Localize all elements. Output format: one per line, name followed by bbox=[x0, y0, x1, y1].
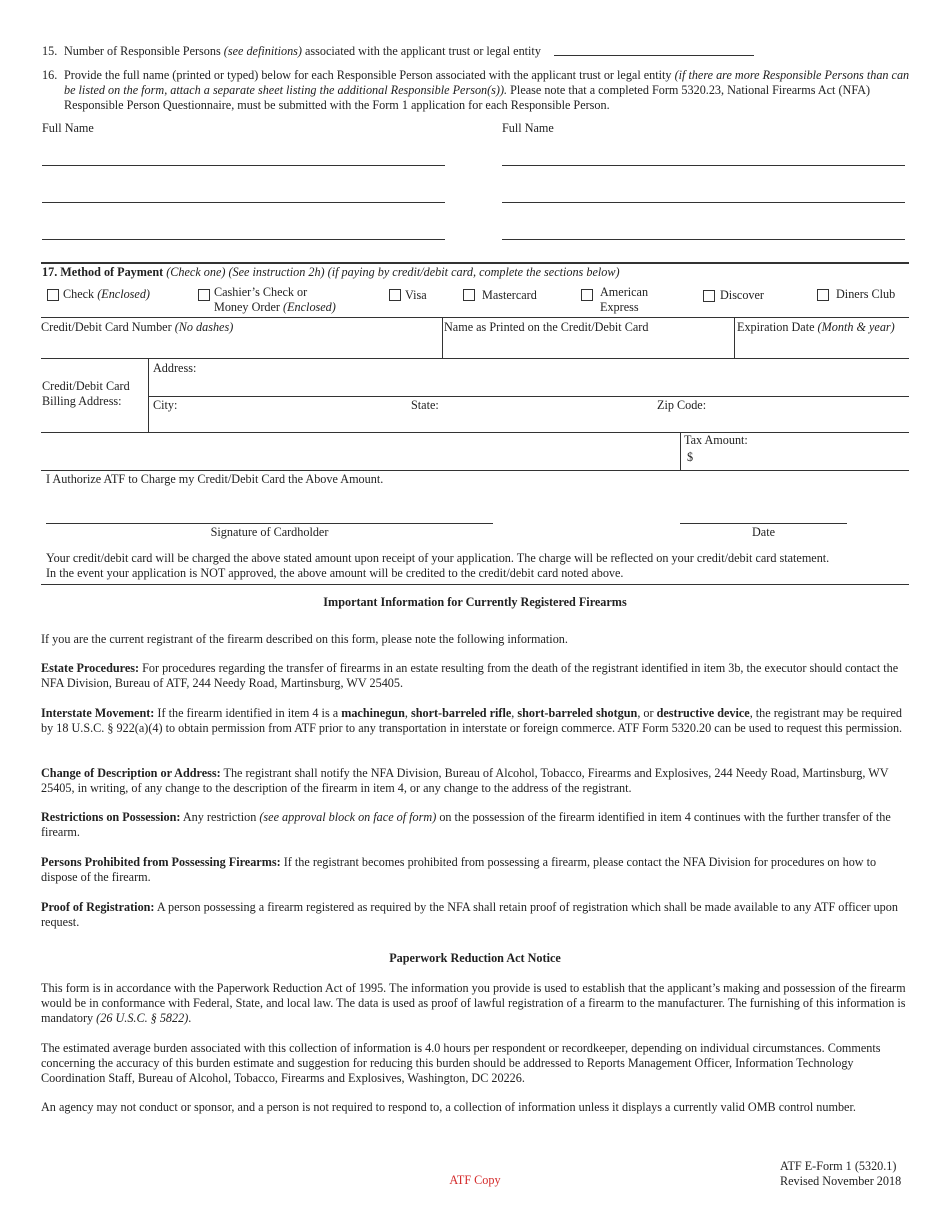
paperwork-heading: Paperwork Reduction Act Notice bbox=[389, 951, 561, 965]
payment-heading: 17. Method of Payment (Check one) (See instruction 2h) (if paying by credit/debit card, complete the sections below) bbox=[42, 265, 620, 279]
address-field[interactable] bbox=[148, 396, 909, 397]
item16-text: Provide the full name (printed or typed) below for each Responsible Person associated with the applicant trust or legal entity (if there are more Responsible Persons than can be listed on the form, attach a separate sheet listing the additional Responsible Person(s)). Please note that a completed Form 5320.23, National Firearms Act (NFA) Responsible Person Questionnaire, must be submitted with the Form 1 application for each Responsible Person. bbox=[64, 68, 910, 112]
full-name-label-right: Full Name bbox=[502, 121, 554, 135]
copy-label: ATF Copy bbox=[449, 1173, 501, 1187]
item15-text: Number of Responsible Persons (see definitions) associated with the applicant trust or legal entity bbox=[64, 44, 541, 58]
persons-prohibited-paragraph: Persons Prohibited from Possessing Firearms: If the registrant becomes prohibited from possessing a firearm, please contact the NFA Division for procedures on how to dispose of the firearm. bbox=[41, 855, 877, 884]
tax-amount-label: Tax Amount: bbox=[684, 433, 748, 447]
state-label: State: bbox=[411, 398, 439, 412]
full-name-field-right-1[interactable] bbox=[502, 165, 905, 166]
full-name-field-right-2[interactable] bbox=[502, 202, 905, 203]
american-express-checkbox[interactable] bbox=[581, 289, 593, 301]
expiration-date-label: Expiration Date (Month & year) bbox=[737, 320, 895, 334]
billing-address-label: Credit/Debit Card Billing Address: bbox=[42, 379, 130, 408]
important-intro: If you are the current registrant of the firearm described on this form, please note the following information. bbox=[41, 632, 568, 646]
change-of-address-paragraph: Change of Description or Address: The registrant shall notify the NFA Division, Bureau of Alcohol, Tobacco, Firearms and Explosives, 244 Needy Road, Martinsburg, WV 25405, in writing, of any change to the description of the firearm in item 4, or any change to the address of the registrant. bbox=[41, 766, 889, 795]
check-checkbox[interactable] bbox=[47, 289, 59, 301]
american-express-option-label: American Express bbox=[600, 285, 649, 314]
full-name-field-left-1[interactable] bbox=[42, 165, 445, 166]
paperwork-paragraph-3: An agency may not conduct or sponsor, and a person is not required to respond to, a collection of information unless it displays a currently valid OMB control number. bbox=[41, 1100, 856, 1114]
discover-checkbox[interactable] bbox=[703, 290, 715, 302]
card-number-label: Credit/Debit Card Number (No dashes) bbox=[41, 320, 234, 334]
section-divider-2 bbox=[41, 584, 909, 585]
interstate-movement-paragraph: Interstate Movement: If the firearm identified in item 4 is a machinegun, short-barreled rifle, short-barreled shotgun, or destructive device, the registrant may be required by 18 U.S.C. § 922(a)(4) to obtain permission from ATF prior to any transportation in interstate or foreign commerce. ATF Form 5320.20 can be used to request this permission. bbox=[41, 706, 903, 735]
discover-option-label: Discover bbox=[720, 288, 764, 302]
cashiers-check-checkbox[interactable] bbox=[198, 289, 210, 301]
restrictions-paragraph: Restrictions on Possession: Any restriction (see approval block on face of form) on the possession of the firearm identified in item 4 continues with the further transfer of the firearm. bbox=[41, 810, 891, 839]
visa-option-label: Visa bbox=[405, 288, 427, 302]
address-label: Address: bbox=[153, 361, 197, 375]
item16-number: 16. bbox=[42, 68, 58, 82]
paperwork-paragraph-1: This form is in accordance with the Paperwork Reduction Act of 1995. The information you provide is used to establish that the applicant’s making and possession of the firearm would be in conformance with Federal, State, and local law. The data is used as proof of lawful registration of a firearm to the manufacturer. The furnishing of this information is mandatory (26 U.S.C. § 5822). bbox=[41, 981, 906, 1025]
city-label: City: bbox=[153, 398, 178, 412]
visa-checkbox[interactable] bbox=[389, 289, 401, 301]
card-row-top-border bbox=[41, 317, 909, 318]
name-on-card-label: Name as Printed on the Credit/Debit Card bbox=[444, 320, 649, 334]
zip-code-label: Zip Code: bbox=[657, 398, 707, 412]
card-row-divider-1 bbox=[442, 317, 443, 358]
proof-of-registration-paragraph: Proof of Registration: A person possessing a firearm registered as required by the NFA shall retain proof of registration which shall be made available to any ATF officer upon request. bbox=[41, 900, 898, 929]
item15-number: 15. bbox=[42, 44, 58, 58]
card-number-field[interactable] bbox=[41, 358, 909, 359]
cardholder-signature-field[interactable] bbox=[46, 523, 493, 524]
form-identifier: ATF E-Form 1 (5320.1) Revised November 2018 bbox=[780, 1159, 902, 1188]
signature-date-field[interactable] bbox=[680, 523, 847, 524]
paperwork-paragraph-2: The estimated average burden associated with this collection of information is 4.0 hours per respondent or recordkeeper, depending on individual circumstances. Comments concerning the accuracy of this burden estimate and suggestion for reducing this burden should be addressed to Reports Management Officer, Information Technology Coordination Staff, Bureau of Alcohol, Tobacco, Firearms and Explosives, Washington, DC 20226. bbox=[41, 1041, 881, 1085]
check-option-label: Check (Enclosed) bbox=[63, 287, 150, 301]
section-divider bbox=[41, 262, 909, 264]
tax-amount-divider bbox=[680, 432, 681, 470]
authorize-text: I Authorize ATF to Charge my Credit/Debit Card the Above Amount. bbox=[46, 472, 384, 486]
full-name-label-left: Full Name bbox=[42, 121, 94, 135]
diners-club-checkbox[interactable] bbox=[817, 289, 829, 301]
date-label: Date bbox=[751, 525, 775, 539]
signature-label: Signature of Cardholder bbox=[210, 525, 329, 539]
tax-amount-field[interactable] bbox=[41, 470, 909, 471]
responsible-persons-count-field[interactable] bbox=[554, 55, 754, 56]
city-state-zip-field[interactable] bbox=[41, 432, 909, 433]
diners-club-option-label: Diners Club bbox=[836, 287, 896, 301]
full-name-field-left-2[interactable] bbox=[42, 202, 445, 203]
dollar-sign: $ bbox=[687, 450, 694, 464]
full-name-field-left-3[interactable] bbox=[42, 239, 445, 240]
estate-procedures-paragraph: Estate Procedures: For procedures regarding the transfer of firearms in an estate resulting from the death of the registrant identified in item 3b, the executor should contact the NFA Division, Bureau of ATF, 244 Needy Road, Martinsburg, WV 25405. bbox=[41, 661, 899, 690]
card-row-divider-2 bbox=[734, 317, 735, 358]
mastercard-checkbox[interactable] bbox=[463, 289, 475, 301]
mastercard-option-label: Mastercard bbox=[482, 288, 537, 302]
cashiers-check-option-label: Cashier’s Check or Money Order (Enclosed) bbox=[214, 285, 336, 314]
card-charge-notice: Your credit/debit card will be charged the above stated amount upon receipt of your application. The charge will be reflected on your credit/debit card statement. In the event your application is NOT approved, the above amount will be credited to the credit/debit card noted above. bbox=[46, 551, 830, 580]
important-info-heading: Important Information for Currently Registered Firearms bbox=[323, 595, 627, 609]
full-name-field-right-3[interactable] bbox=[502, 239, 905, 240]
